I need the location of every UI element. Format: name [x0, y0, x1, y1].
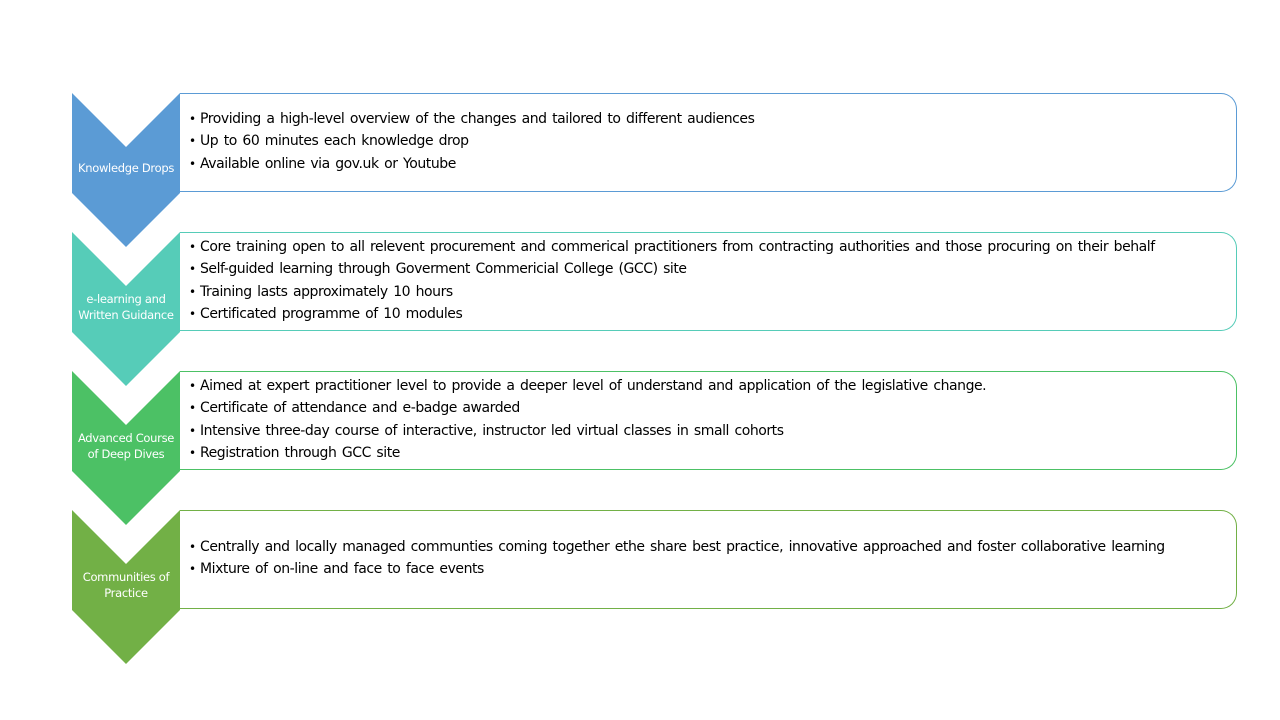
bullet-item: • Certificated programme of 10 modules: [189, 303, 1230, 325]
bullet-item: • Providing a high-level overview of the changes and tailored to different audiences: [189, 108, 1230, 130]
bullet-item: • Available online via gov.uk or Youtube: [189, 153, 1230, 175]
stage-box-knowledge-drops: [180, 93, 1237, 192]
bullet-item: • Mixture of on-line and face to face events: [189, 558, 1230, 580]
stage-label-e-learning: e-learning and Written Guidance: [78, 292, 174, 322]
bullet-list: [189, 375, 1230, 464]
bullet-item: • Intensive three-day course of interactive, instructor led virtual classes in small cohorts: [189, 420, 1230, 442]
stage-box-advanced-course: [180, 371, 1237, 470]
bullet-list: [189, 536, 1230, 581]
bullet-item: • Core training open to all relevent procurement and commerical practitioners from contracting authorities and those procuring on their behalf: [189, 236, 1230, 258]
stage-label-knowledge-drops: Knowledge Drops: [77, 161, 175, 175]
stage-box-e-learning: [180, 232, 1237, 331]
stage-box-communities: [180, 510, 1237, 609]
bullet-item: • Centrally and locally managed communties coming together ethe share best practice, innovative approached and foster collaborative learning: [189, 536, 1230, 558]
stage-label-communities: Communities of Practice: [82, 570, 170, 600]
bullet-list: [189, 236, 1230, 325]
bullet-item: • Registration through GCC site: [189, 442, 1230, 464]
bullet-item: • Training lasts approximately 10 hours: [189, 281, 1230, 303]
bullet-item: • Self-guided learning through Goverment Commericial College (GCC) site: [189, 258, 1230, 280]
bullet-item: • Aimed at expert practitioner level to provide a deeper level of understand and application of the legislative change.: [189, 375, 1230, 397]
bullet-item: • Up to 60 minutes each knowledge drop: [189, 130, 1230, 152]
bullet-item: • Certificate of attendance and e-badge awarded: [189, 397, 1230, 419]
bullet-list: [189, 108, 1230, 175]
stage-label-advanced-course: Advanced Course of Deep Dives: [77, 431, 175, 461]
